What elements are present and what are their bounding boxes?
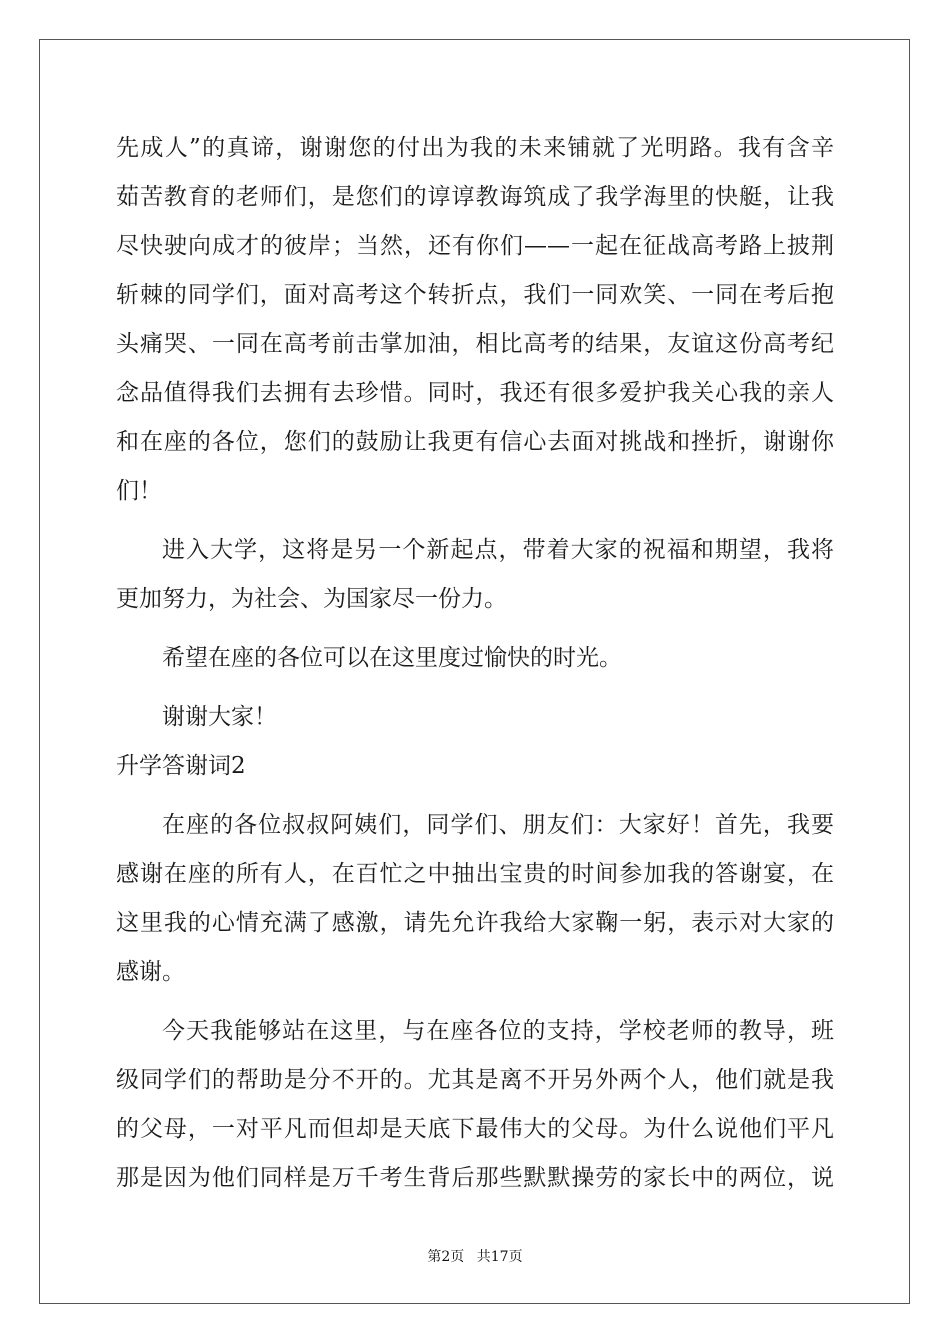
paragraph-1 — [116, 124, 834, 516]
section-heading — [116, 742, 834, 791]
page-footer — [0, 1246, 950, 1266]
text-line: 那是因为他们同样是万千考生背后那些默默操劳的家长中的两位，说 — [116, 1165, 834, 1191]
text-line: 和在座的各位，您们的鼓励让我更有信心去面对挑战和挫折，谢谢你 — [116, 429, 834, 455]
text-line: 斩棘的同学们，面对高考这个转折点，我们一同欢笑、一同在考后抱 — [116, 282, 834, 308]
text-line: 谢谢大家！ — [162, 704, 277, 730]
paragraph-2 — [116, 526, 834, 624]
heading-text: 升学答谢词2 — [116, 753, 246, 779]
text-line: 今天我能够站在这里，与在座各位的支持，学校老师的教导，班 — [162, 1018, 834, 1044]
page-number: 第2页 — [427, 1249, 465, 1265]
text-line: 这里我的心情充满了感激，请先允许我给大家鞠一躬，表示对大家的 — [116, 910, 834, 936]
text-line: 的父母，一对平凡而但却是天底下最伟大的父母。为什么说他们平凡 — [116, 1116, 834, 1142]
document-body — [116, 124, 834, 1203]
text-line: 头痛哭、一同在高考前击掌加油，相比高考的结果，友谊这份高考纪 — [116, 331, 834, 357]
text-line: 希望在座的各位可以在这里度过愉快的时光。 — [162, 645, 622, 671]
text-line: 进入大学，这将是另一个新起点，带着大家的祝福和期望，我将 — [162, 537, 834, 563]
text-line: 级同学们的帮助是分不开的。尤其是离不开另外两个人，他们就是我 — [116, 1067, 834, 1093]
paragraph-3 — [116, 634, 834, 683]
text-line: 念品值得我们去拥有去珍惜。同时，我还有很多爱护我关心我的亲人 — [116, 380, 834, 406]
page-total: 共17页 — [476, 1249, 523, 1265]
text-line: 尽快驶向成才的彼岸；当然，还有你们——一起在征战高考路上披荆 — [116, 233, 834, 259]
text-line: 在座的各位叔叔阿姨们，同学们、朋友们：大家好！首先，我要 — [162, 812, 834, 838]
paragraph-5 — [116, 801, 834, 997]
text-line: 茹苦教育的老师们，是您们的谆谆教诲筑成了我学海里的快艇，让我 — [116, 184, 834, 210]
text-line: 们！ — [116, 478, 162, 504]
text-line: 更加努力，为社会、为国家尽一份力。 — [116, 586, 507, 612]
paragraph-6 — [116, 1007, 834, 1203]
text-line: 感谢在座的所有人，在百忙之中抽出宝贵的时间参加我的答谢宴，在 — [116, 861, 834, 887]
text-line: 先成人”的真谛，谢谢您的付出为我的未来铺就了光明路。我有含辛 — [116, 135, 834, 161]
text-line: 感谢。 — [116, 959, 185, 985]
paragraph-4 — [116, 693, 834, 742]
